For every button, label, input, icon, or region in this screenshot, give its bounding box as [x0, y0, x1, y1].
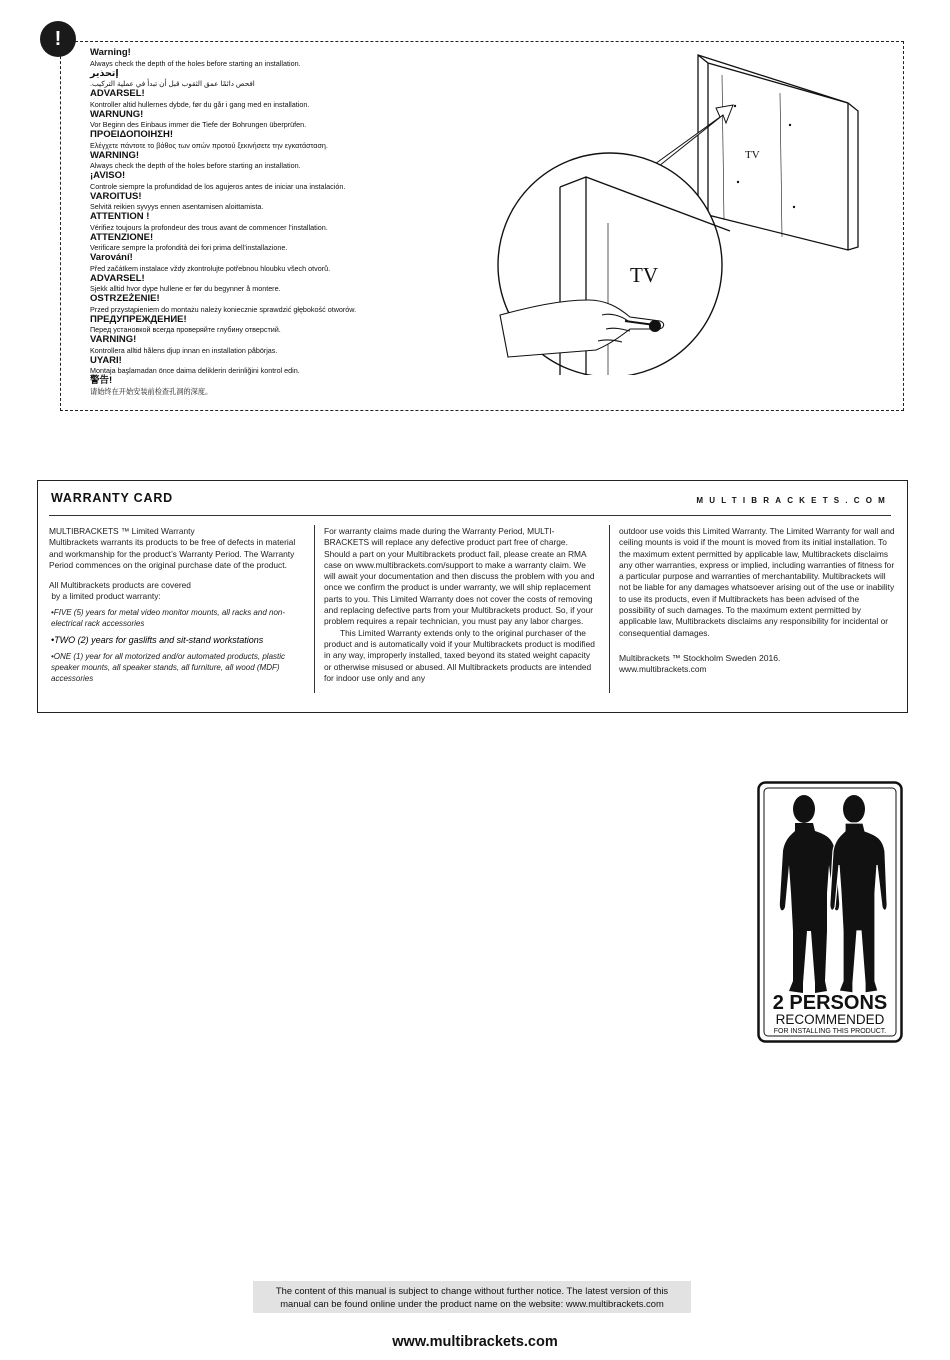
manual-notice [253, 1281, 691, 1313]
warning-text: Selvitä reikien syvyys ennen asentamisen aloittamista. [90, 202, 264, 211]
warning-heading: OSTRZEŻENIE! [90, 293, 160, 304]
divider [609, 525, 610, 693]
warning-heading: ΠΡΟΕΙΔΟΠΟΙΗΣΗ! [90, 129, 173, 140]
warning-item [90, 48, 390, 69]
warranty-extent-text: This Limited Warranty extends only to the original purchaser of the product and is automatically void if your Multibrackets product is modified in any way, improperly installed, taxed beyond its stated weight capacity or otherwise misused or abused. All Multibrackets products are intended for indoor use only and any [324, 627, 595, 683]
warranty-card [37, 480, 908, 713]
warning-heading: ATTENTION ! [90, 211, 150, 222]
warning-item [90, 233, 390, 254]
warning-item [90, 212, 390, 233]
warning-heading: WARNUNG! [90, 108, 144, 120]
notice-line: manual can be found online under the product name on the website: www.multibrackets.com [280, 1297, 664, 1309]
company-url: www.multibrackets.com [619, 664, 707, 675]
warning-heading: ADVARSEL! [90, 272, 145, 284]
warning-item [90, 69, 390, 90]
warning-text: Před začátkem instalace vždy zkontrolujte potřebnou hloubku všech otvorů. [90, 263, 331, 273]
warning-text: Перед установкой всегда проверяйте глубину отверстий. [90, 325, 281, 334]
warning-heading: Varování! [90, 252, 133, 263]
warning-heading: WARNING! [90, 149, 140, 161]
covered-heading: All Multibrackets products are covered [49, 580, 191, 591]
warning-text: Sjekk alltid hvor dype hullene er før du begynner å montere. [90, 284, 281, 293]
list-item: •ONE (1) year for all motorized and/or automated products, plastic speaker mounts, all speaker stands, all furniture, all wood (MDF) accessories [51, 652, 286, 683]
hole-dot-icon [649, 320, 661, 332]
persons-title: 2 PERSONS [772, 992, 888, 1014]
list-item: •TWO (2) years for gaslifts and sit-stand workstations [51, 635, 264, 646]
warning-heading: UYARI! [90, 354, 122, 366]
notice-line: The content of this manual is subject to change without further notice. The latest version of this [275, 1285, 669, 1296]
warning-text: Always check the depth of the holes before starting an installation. [90, 161, 301, 170]
warning-item [90, 110, 390, 131]
warning-heading: VAROITUS! [90, 190, 142, 202]
warning-heading: ATTENZIONE! [90, 231, 154, 243]
warning-item [90, 274, 390, 295]
warranty-column-1 [49, 526, 307, 685]
warranty-intro: Multibrackets warrants its products to be free of defects in material and workmanship for the product’s Warranty Period. The Warranty Period commences on the original purchase date of the product. [49, 537, 296, 570]
warning-text: Montaja başlamadan önce daima deliklerin derinliğini kontrol edin. [90, 366, 300, 375]
warning-heading: ¡AVISO! [90, 170, 126, 181]
tv-label-small: TV [745, 149, 760, 161]
warning-item [90, 89, 390, 110]
divider [314, 525, 315, 693]
warranty-claims-text: For warranty claims made during the Warranty Period, MULTI-BRACKETS will replace any defective product part free of charge. Should a part on your Multibrackets product fail, please create an RMA case on www.multibrackets.com/support to make a warranty claim. We will await your documentation and then discuss the problem with you and once we confirm the product is under warranty, we will ship replacement parts to you. This Limited Warranty does not cover the costs of removing and replacing defective parts from your Multibrackets product. So, if your problem requires a repair technician, you must pay any labor charges. [324, 526, 595, 627]
warning-heading: VARNING! [90, 334, 137, 345]
warning-heading: ADVARSEL! [90, 88, 145, 99]
warranty-column-3 [619, 526, 895, 676]
warranty-column-2 [324, 526, 596, 684]
warning-heading: ПРЕДУПРЕЖДЕНИЕ! [90, 313, 187, 325]
warning-item [90, 294, 390, 315]
persons-recommended: RECOMMENDED [775, 1012, 885, 1027]
warning-exclamation-icon: ! [40, 21, 76, 57]
warning-text: افحص دائمًا عمق الثقوب قبل أن تبدأ في عملية التركيب. [90, 79, 255, 88]
warning-item [90, 356, 390, 377]
warning-list [90, 48, 390, 397]
warranty-title: WARRANTY CARD [51, 491, 173, 505]
warning-item [90, 376, 390, 397]
warning-item [90, 253, 390, 274]
warning-text: Ελέγχετε πάντοτε το βάθος των οπών προτού ξεκινήσετε την εγκατάσταση. [90, 140, 328, 150]
warning-heading: إتحذير [90, 67, 119, 79]
divider [49, 515, 891, 516]
warning-text: Controle siempre la profundidad de los agujeros antes de iniciar una instalación. [90, 181, 346, 191]
warning-item [90, 151, 390, 172]
persons-subtitle: FOR INSTALLING THIS PRODUCT. [773, 1028, 887, 1035]
warning-heading: Warning! [90, 47, 131, 58]
warning-text: Always check the depth of the holes before starting an installation. [90, 58, 301, 68]
covered-subheading: by a limited product warranty: [49, 591, 161, 602]
warning-text: Verificare sempre la profondità dei fori prima dell’installazione. [90, 243, 288, 252]
warranty-disclaimer-text: outdoor use voids this Limited Warranty. The Limited Warranty for wall and ceiling mounts is void if the mount is moved from its initial installation. To the maximum extent permitted by applicable law, Multibrackets disclaims any other warranties, express or implied, including warranties of fitness for a particular purpose and warranties of merchantability. Multibrackets will not be liable for any damages whatsoever arising out of the use or inability to use its products, even if Multibrackets has been advised of the possibility of such damages. To the maximum extent permitted by applicable law, Multibrackets disclaims any responsibility for incidental or consequential damages. [619, 526, 895, 638]
two-persons-sign [757, 781, 903, 1043]
tv-installation-illustration [490, 45, 870, 375]
warning-item [90, 315, 390, 336]
warning-text: Vérifiez toujours la profondeur des trous avant de commencer l’installation. [90, 222, 328, 232]
tv-panel-drawing [698, 55, 858, 250]
warning-item [90, 192, 390, 213]
warning-text: Kontrollera alltid hålens djup innan en installation påbörjas. [90, 345, 278, 355]
warning-item [90, 130, 390, 151]
company-line: Multibrackets ™ Stockholm Sweden 2016. [619, 652, 781, 663]
tv-label-large: TV [630, 263, 658, 287]
warranty-heading: MULTIBRACKETS ™ Limited Warranty [49, 526, 195, 536]
warning-text: Przed przystąpieniem do montażu należy koniecznie sprawdzić głębokość otworów. [90, 304, 357, 314]
footer-url-link[interactable]: www.multibrackets.com [392, 1334, 558, 1350]
warning-text: 请始终在开始安装前检查孔洞的深度。 [90, 386, 213, 396]
warning-item [90, 335, 390, 356]
warranty-site: MULTIBRACKETS.COM [696, 496, 891, 505]
warning-heading: 警告! [90, 375, 113, 386]
warning-text: Kontroller altid hullernes dybde, før du går i gang med en installation. [90, 99, 310, 109]
list-item: •FIVE (5) years for metal video monitor mounts, all racks and non-electrical rack accessories [51, 607, 286, 628]
warning-item [90, 171, 390, 192]
warning-text: Vor Beginn des Einbaus immer die Tiefe der Bohrungen überprüfen. [90, 120, 307, 129]
